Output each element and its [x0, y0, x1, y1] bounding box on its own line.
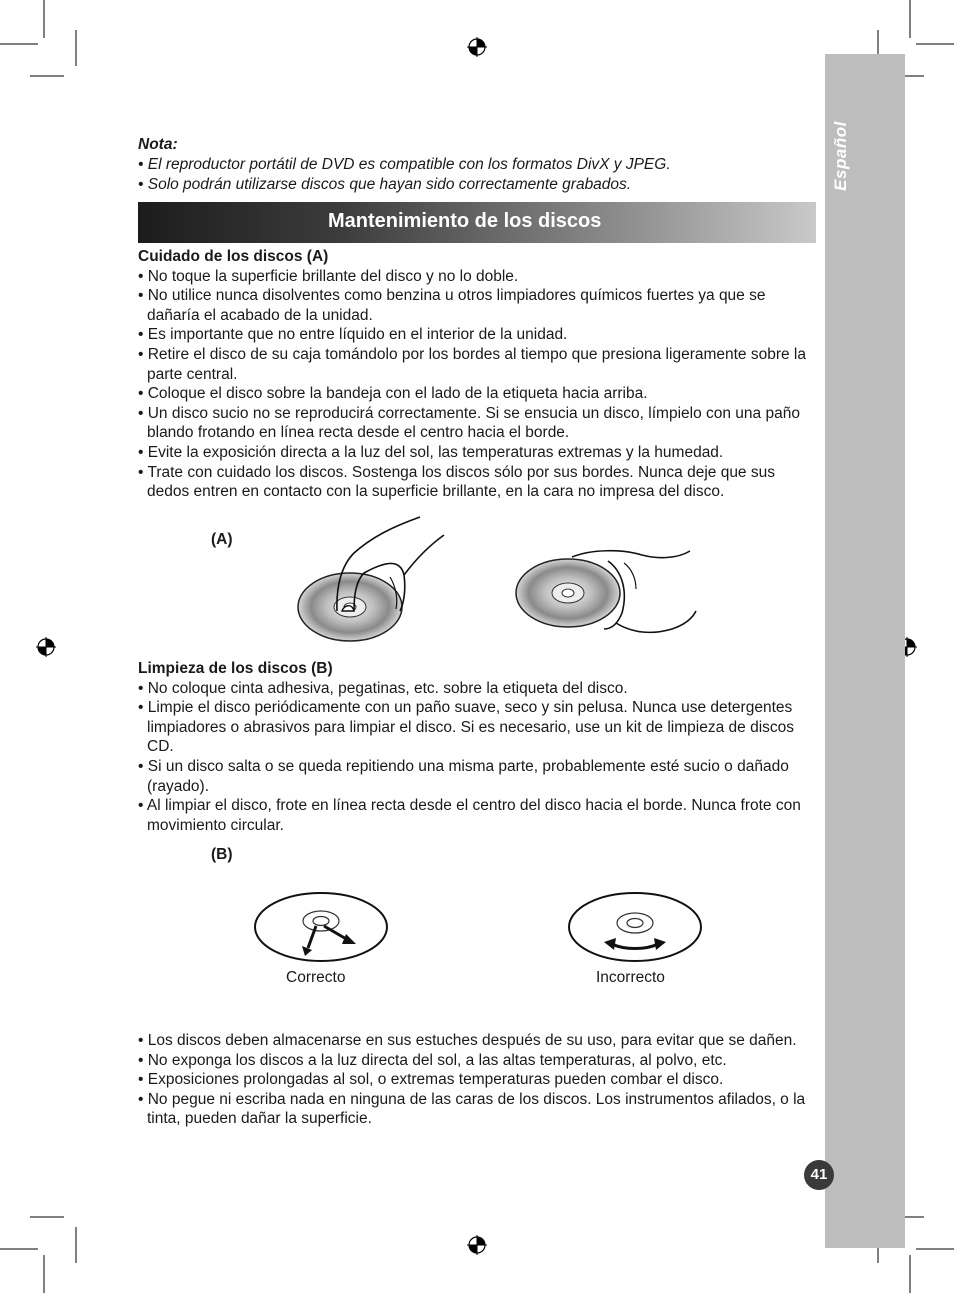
page-number: 41 — [804, 1160, 834, 1190]
registration-mark-icon — [467, 1235, 487, 1255]
list-item: • No toque la superficie brillante del disco y no lo doble. — [138, 267, 519, 285]
registration-mark-icon — [467, 37, 487, 57]
hand-holding-disc-edge-illustration — [512, 545, 697, 645]
cleaning-section — [138, 659, 818, 835]
correct-caption: Correcto — [286, 969, 346, 986]
language-label: Español — [831, 121, 850, 191]
language-tab — [826, 118, 856, 194]
list-item: • Si un disco salta o se queda repitiendo una misma parte, probablemente esté sucio o dañado (rayado). — [138, 757, 789, 795]
list-item: • Los discos deben almacenarse en sus estuches después de su uso, para evitar que se dañen. — [138, 1032, 797, 1049]
list-item: • Retire el disco de su caja tomándolo por los bordes al tiempo que presiona ligeramente sobre la parte central. — [138, 345, 806, 383]
hand-touching-disc-illustration — [292, 515, 452, 645]
storage-section — [138, 1031, 818, 1129]
incorrect-cleaning-diagram — [566, 890, 704, 964]
note-item: • Solo podrán utilizarse discos que hayan sido correctamente grabados. — [138, 176, 632, 193]
list-item: • Limpie el disco periódicamente con un paño suave, seco y sin pelusa. Nunca use detergentes limpiadores o abrasivos para limpiar el disco. Si es necesario, use un kit de limpieza de discos CD. — [138, 699, 795, 756]
list-item: • Es importante que no entre líquido en el interior de la unidad. — [138, 326, 568, 344]
list-item: • Evite la exposición directa a la luz del sol, las temperaturas extremas y la humedad. — [138, 443, 724, 461]
list-item: • No utilice nunca disolventes como benzina u otros limpiadores químicos fuertes ya que se dañaría el acabado de la unidad. — [138, 287, 766, 324]
figure-b-label: (B) — [211, 846, 233, 863]
correct-cleaning-diagram — [252, 890, 390, 964]
section-title: Mantenimiento de los discos — [328, 210, 602, 232]
list-item: • No exponga los discos a la luz directa del sol, a las altas temperaturas, al polvo, etc. — [138, 1051, 727, 1069]
list-item: • Trate con cuidado los discos. Sostenga los discos sólo por sus bordes. Nunca deje que sus dedos entren en contacto con la superficie brillante, en la cara no impresa del disco. — [138, 463, 775, 501]
list-item: • Exposiciones prolongadas al sol, o extremas temperaturas pueden combar el disco. — [138, 1071, 724, 1089]
language-sidebar — [825, 54, 905, 1248]
list-item: • Al limpiar el disco, frote en línea recta desde el centro del disco hacia el borde. Nunca frote con movimiento circular. — [138, 797, 801, 834]
note-item: • El reproductor portátil de DVD es compatible con los formatos DivX y JPEG. — [138, 156, 671, 173]
note-title: Nota: — [138, 136, 178, 153]
registration-mark-icon — [36, 637, 56, 657]
incorrect-caption: Incorrecto — [596, 969, 665, 986]
list-item: • No coloque cinta adhesiva, pegatinas, etc. sobre la etiqueta del disco. — [138, 679, 628, 697]
note-block — [138, 135, 818, 195]
care-section — [138, 247, 818, 502]
section-banner — [138, 202, 816, 243]
figure-a-label: (A) — [211, 531, 233, 548]
list-item: • Coloque el disco sobre la bandeja con el lado de la etiqueta hacia arriba. — [138, 385, 648, 403]
list-item: • No pegue ni escriba nada en ninguna de las caras de los discos. Los instrumentos afilados, o la tinta, pueden dañar la superficie. — [138, 1090, 806, 1128]
list-item: • Un disco sucio no se reproducirá correctamente. Si se ensucia un disco, límpielo con una paño blando frotando en línea recta desde el centro hacia el borde. — [138, 404, 800, 442]
cleaning-heading: Limpieza de los discos (B) — [138, 660, 333, 677]
care-heading: Cuidado de los discos (A) — [138, 248, 329, 265]
